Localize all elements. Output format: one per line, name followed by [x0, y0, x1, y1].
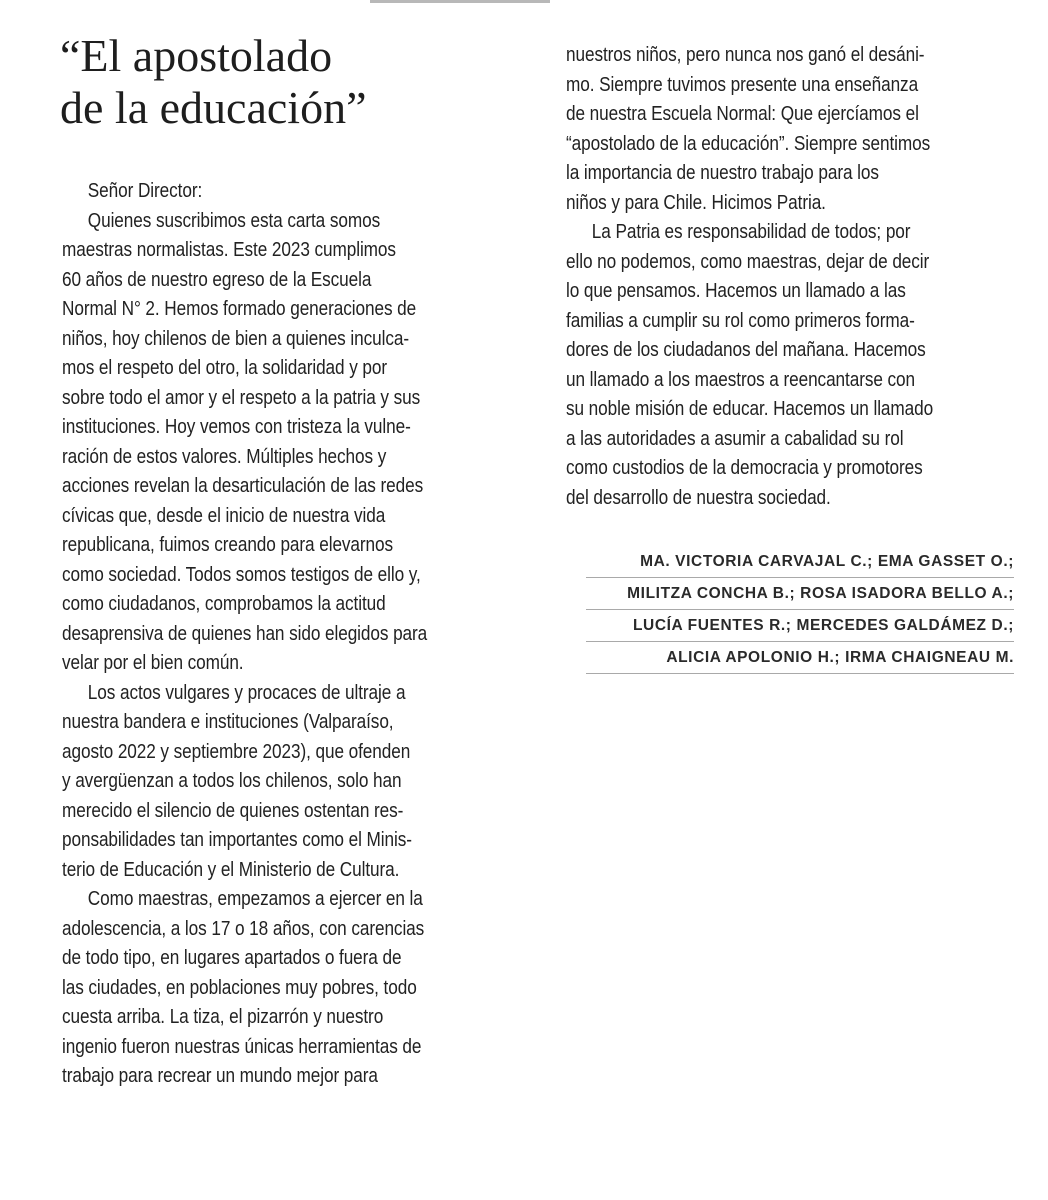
- text-line: dores de los ciudadanos del mañana. Hacemos: [566, 339, 926, 361]
- text-line: y avergüenzan a todos los chilenos, solo han: [62, 770, 402, 792]
- text-line: Normal N° 2. Hemos formado generaciones de: [62, 298, 417, 320]
- text-line: Como maestras, empezamos a ejercer en la: [87, 888, 423, 910]
- text-line: trabajo para recrear un mundo mejor para: [62, 1065, 378, 1087]
- text-line: terio de Educación y el Ministerio de Cultura.: [62, 858, 400, 881]
- text-line: agosto 2022 y septiembre 2023), que ofenden: [62, 740, 411, 763]
- text-line: como custodios de la democracia y promotores: [566, 457, 923, 479]
- text-line: desaprensiva de quienes han sido elegidos para: [62, 622, 428, 645]
- signature-line: ALICIA APOLONIO H.; IRMA CHAIGNEAU M.: [586, 642, 1014, 674]
- text-line: La Patria es responsabilidad de todos; por: [591, 221, 911, 243]
- text-line: la importancia de nuestro trabajo para los: [566, 162, 879, 184]
- salutation: Señor Director:: [87, 180, 203, 202]
- text-line: familias a cumplir su rol como primeros forma-: [566, 309, 915, 332]
- text-line: ingenio fueron nuestras únicas herramientas de: [62, 1035, 422, 1058]
- text-line: maestras normalistas. Este 2023 cumplimos: [62, 239, 396, 261]
- text-line: a las autoridades a asumir a cabalidad su rol: [566, 427, 904, 450]
- text-line: ello no podemos, como maestras, dejar de decir: [566, 250, 930, 273]
- text-line: merecido el silencio de quienes ostentan res-: [62, 799, 404, 822]
- text-line: Los actos vulgares y procaces de ultraje a: [87, 681, 406, 704]
- text-line: de nuestra Escuela Normal: Que ejercíamos el: [566, 103, 919, 125]
- text-line: sobre todo el amor y el respeto a la patria y sus: [62, 386, 421, 409]
- text-line: republicana, fuimos creando para elevarnos: [62, 534, 394, 556]
- text-line: niños y para Chile. Hicimos Patria.: [566, 191, 826, 214]
- text-line: del desarrollo de nuestra sociedad.: [566, 486, 831, 509]
- text-line: mos el respeto del otro, la solidaridad y por: [62, 357, 388, 379]
- text-line: como sociedad. Todos somos testigos de ello y,: [62, 563, 421, 586]
- text-line: nuestros niños, pero nunca nos ganó el desáni-: [566, 44, 925, 66]
- text-line: “apostolado de la educación”. Siempre sentimos: [566, 132, 931, 155]
- text-line: Quienes suscribimos esta carta somos: [87, 209, 381, 232]
- text-line: instituciones. Hoy vemos con tristeza la vulne-: [62, 416, 411, 438]
- text-line: ponsabilidades tan importantes como el Minis-: [62, 829, 412, 851]
- text-line: 60 años de nuestro egreso de la Escuela: [62, 268, 372, 291]
- text-line: cívicas que, desde el inicio de nuestra vida: [62, 504, 386, 527]
- text-line: como ciudadanos, comprobamos la actitud: [62, 593, 386, 615]
- text-line: nuestra bandera e instituciones (Valparaíso,: [62, 711, 394, 733]
- signature-line: MA. VICTORIA CARVAJAL C.; EMA GASSET O.;: [586, 546, 1014, 578]
- text-line: acciones revelan la desarticulación de las redes: [62, 475, 424, 497]
- title-line-2: de la educación”: [60, 82, 367, 133]
- signature-line: LUCÍA FUENTES R.; MERCEDES GALDÁMEZ D.;: [586, 610, 1014, 642]
- text-line: lo que pensamos. Hacemos un llamado a las: [566, 280, 906, 302]
- text-line: mo. Siempre tuvimos presente una enseñanza: [566, 73, 919, 96]
- title-line-1: “El apostolado: [60, 30, 333, 81]
- letter-title: [60, 30, 540, 134]
- right-column: [566, 41, 1013, 513]
- text-line: niños, hoy chilenos de bien a quienes inculca-: [62, 327, 409, 350]
- text-line: velar por el bien común.: [62, 652, 244, 674]
- text-line: las ciudades, en poblaciones muy pobres, todo: [62, 976, 417, 999]
- text-line: ración de estos valores. Múltiples hechos y: [62, 445, 387, 468]
- text-line: cuesta arriba. La tiza, el pizarrón y nuestro: [62, 1006, 384, 1028]
- text-line: su noble misión de educar. Hacemos un llamado: [566, 398, 934, 420]
- signatures-block: [586, 546, 1014, 674]
- signature-line: MILITZA CONCHA B.; ROSA ISADORA BELLO A.;: [586, 578, 1014, 610]
- top-rule: [370, 0, 550, 3]
- left-column: [62, 177, 509, 1092]
- text-line: adolescencia, a los 17 o 18 años, con carencias: [62, 917, 425, 940]
- text-line: un llamado a los maestros a reencantarse con: [566, 368, 916, 391]
- text-line: de todo tipo, en lugares apartados o fuera de: [62, 947, 402, 969]
